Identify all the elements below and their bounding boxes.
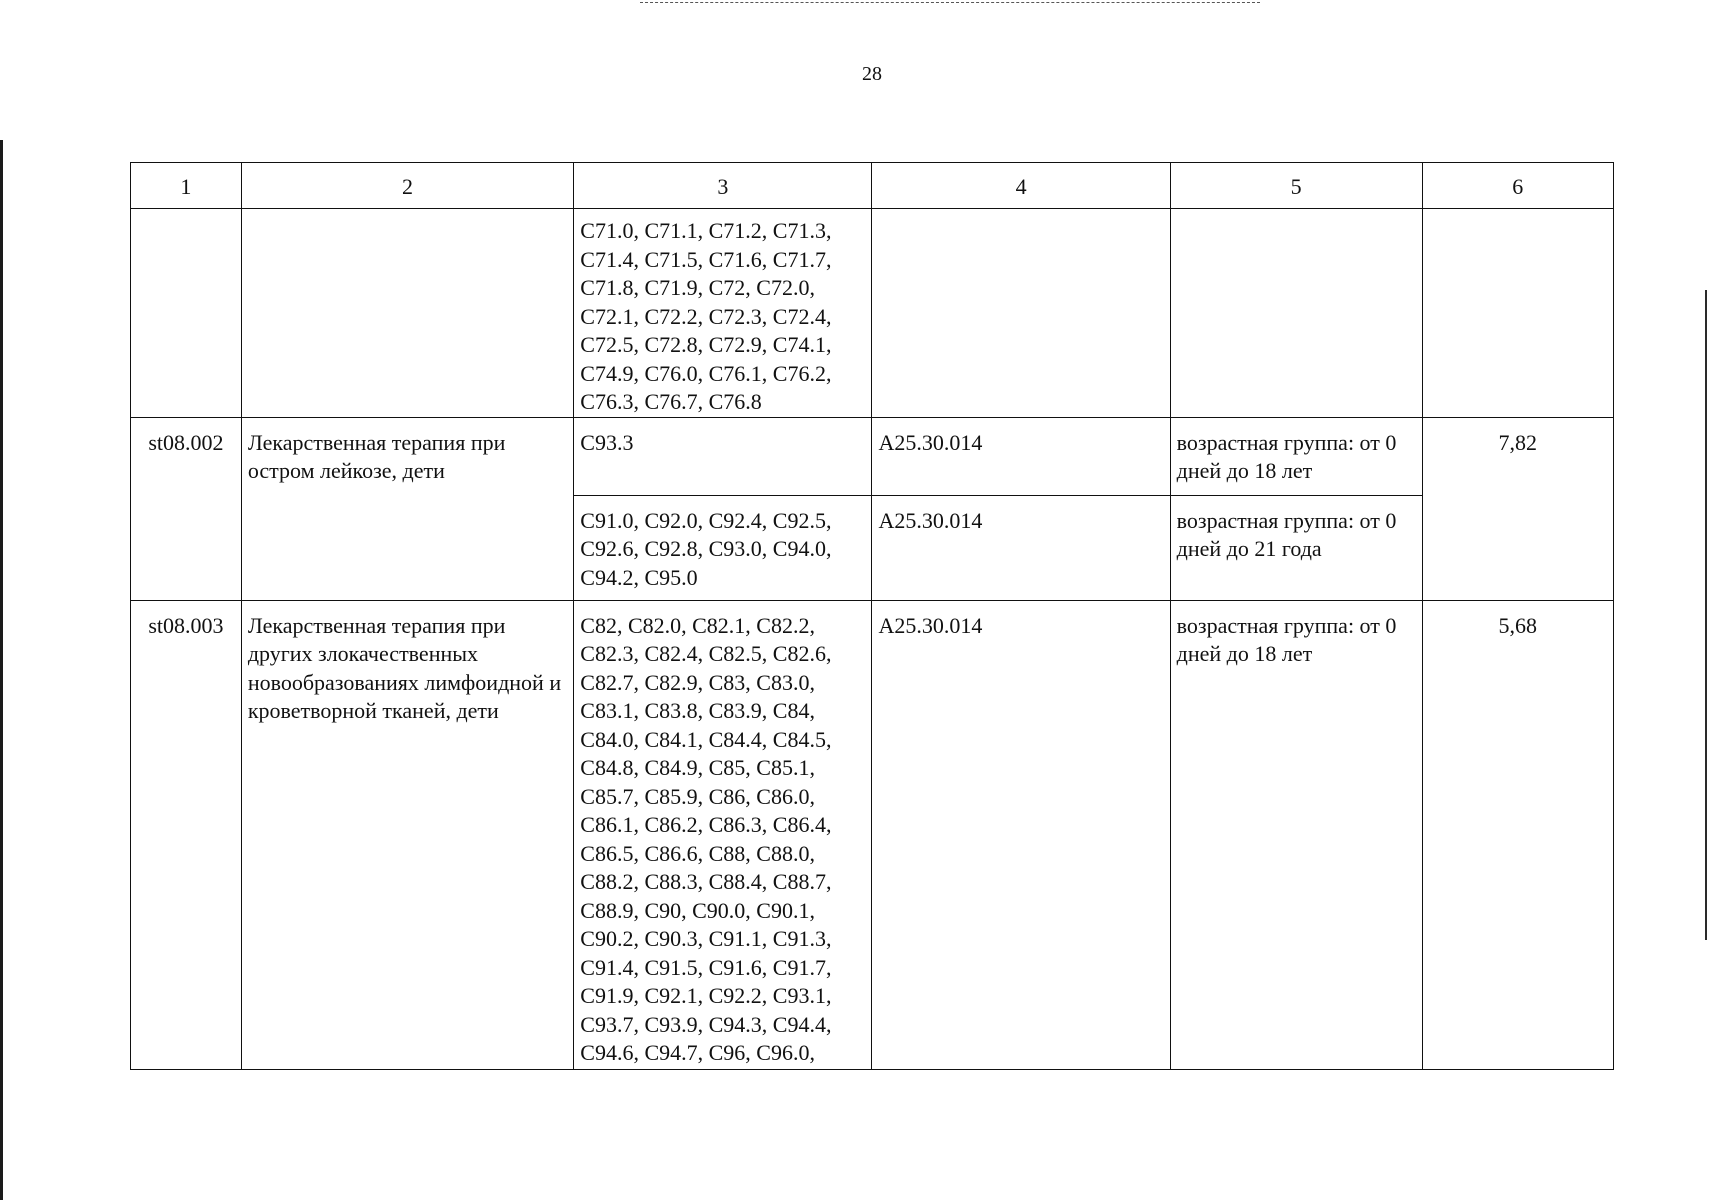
scan-edge-right: [1705, 290, 1707, 940]
code-cell: st08.003: [131, 600, 242, 1069]
code-cell: st08.002: [131, 417, 242, 600]
criteria-cell: возрастная группа: от 0 дней до 21 года: [1170, 495, 1422, 600]
coefficient-cell: [1422, 209, 1613, 418]
criteria-cell: [1170, 209, 1422, 418]
coefficient-cell: 5,68: [1422, 600, 1613, 1069]
name-cell: Лекарственная терапия при остром лейкозе, дети: [241, 417, 573, 600]
page-number: 28: [862, 63, 882, 85]
header-cell-5: 5: [1170, 163, 1422, 209]
icd-codes-cell: C71.0, C71.1, C71.2, C71.3, C71.4, C71.5, C71.6, C71.7, C71.8, C71.9, C72, C72.0, C72.1, C72.2, C72.3, C72.4, C72.5, C72.8, C72.9, C74.1, C74.9, C76.0, C76.1, C76.2, C76.3, C76.7, C76.8: [574, 209, 872, 418]
icd-codes-cell: C93.3: [574, 417, 872, 495]
header-cell-1: 1: [131, 163, 242, 209]
scan-top-line: [640, 2, 1260, 4]
criteria-cell: возрастная группа: от 0 дней до 18 лет: [1170, 417, 1422, 495]
service-cell: A25.30.014: [872, 495, 1170, 600]
service-cell: A25.30.014: [872, 417, 1170, 495]
header-cell-2: 2: [241, 163, 573, 209]
header-cell-6: 6: [1422, 163, 1613, 209]
name-cell: Лекарственная терапия при других злокачественных новообразованиях лимфоидной и кроветворной тканей, дети: [241, 600, 573, 1069]
scan-edge-left: [0, 140, 3, 1200]
icd-codes-cell: C82, C82.0, C82.1, C82.2, C82.3, C82.4, C82.5, C82.6, C82.7, C82.9, C83, C83.0, C83.1, C83.8, C83.9, C84, C84.0, C84.1, C84.4, C84.5, C84.8, C84.9, C85, C85.1, C85.7, C85.9, C86, C86.0, C86.1, C86.2, C86.3, C86.4, C86.5, C86.6, C88, C88.0, C88.2, C88.3, C88.4, C88.7, C88.9, C90, C90.0, C90.1, C90.2, C90.3, C91.1, C91.3, C91.4, C91.5, C91.6, C91.7, C91.9, C92.1, C92.2, C93.1, C93.7, C93.9, C94.3, C94.4, C94.6, C94.7, C96, C96.0,: [574, 600, 872, 1069]
header-cell-3: 3: [574, 163, 872, 209]
coefficient-cell: 7,82: [1422, 417, 1613, 600]
name-cell: [241, 209, 573, 418]
table-row-continuation: [131, 209, 1614, 418]
service-cell: A25.30.014: [872, 600, 1170, 1069]
header-cell-4: 4: [872, 163, 1170, 209]
table-header-row: [131, 163, 1614, 209]
table-row: [131, 417, 1614, 495]
service-cell: [872, 209, 1170, 418]
icd-codes-cell: C91.0, C92.0, C92.4, C92.5, C92.6, C92.8, C93.0, C94.0, C94.2, C95.0: [574, 495, 872, 600]
tariff-table: [130, 162, 1614, 1070]
code-cell: [131, 209, 242, 418]
table-row: [131, 600, 1614, 1069]
criteria-cell: возрастная группа: от 0 дней до 18 лет: [1170, 600, 1422, 1069]
